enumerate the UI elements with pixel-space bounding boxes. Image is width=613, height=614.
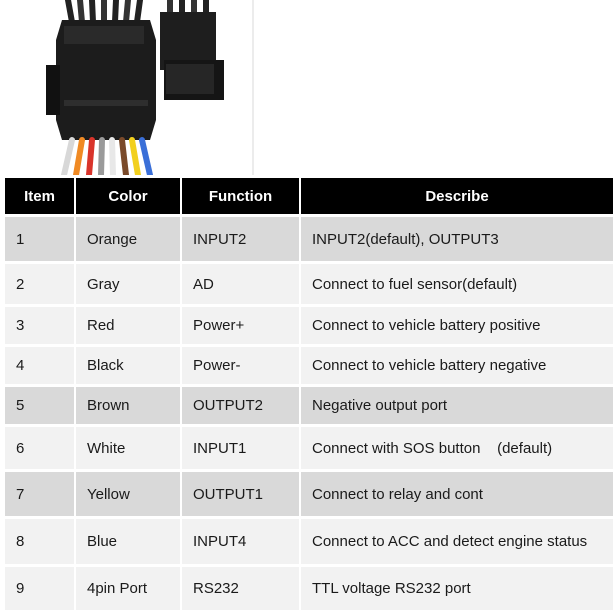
cell-function: AD	[181, 263, 300, 306]
cell-describe: Connect to fuel sensor(default)	[300, 263, 613, 306]
cell-color: Yellow	[75, 471, 181, 518]
wiring-harness-connector-icon	[0, 0, 613, 175]
cell-describe: INPUT2(default), OUTPUT3	[300, 216, 613, 263]
cell-function: RS232	[181, 566, 300, 610]
cell-item: 4	[5, 346, 75, 386]
table-row	[5, 566, 613, 610]
table-row	[5, 426, 613, 471]
cell-color: Blue	[75, 518, 181, 566]
cell-color: Orange	[75, 216, 181, 263]
table-row	[5, 386, 613, 426]
connector-photo	[0, 0, 613, 175]
header-item: Item	[5, 178, 75, 216]
table-row	[5, 346, 613, 386]
header-function: Function	[181, 178, 300, 216]
table-row	[5, 471, 613, 518]
wiring-table	[5, 178, 613, 610]
table-row	[5, 518, 613, 566]
cell-item: 9	[5, 566, 75, 610]
cell-color: Black	[75, 346, 181, 386]
header-describe: Describe	[300, 178, 613, 216]
cell-function: INPUT1	[181, 426, 300, 471]
cell-color: White	[75, 426, 181, 471]
cell-describe: TTL voltage RS232 port	[300, 566, 613, 610]
cell-color: 4pin Port	[75, 566, 181, 610]
cell-item: 6	[5, 426, 75, 471]
table-row	[5, 263, 613, 306]
cell-function: Power+	[181, 306, 300, 346]
cell-describe: Connect to vehicle battery negative	[300, 346, 613, 386]
cell-item: 3	[5, 306, 75, 346]
table-row	[5, 306, 613, 346]
cell-function: OUTPUT2	[181, 386, 300, 426]
cell-color: Gray	[75, 263, 181, 306]
cell-item: 5	[5, 386, 75, 426]
cell-describe: Connect with SOS button (default)	[300, 426, 613, 471]
header-color: Color	[75, 178, 181, 216]
cell-function: OUTPUT1	[181, 471, 300, 518]
cell-item: 1	[5, 216, 75, 263]
cell-item: 2	[5, 263, 75, 306]
cell-describe: Negative output port	[300, 386, 613, 426]
cell-color: Brown	[75, 386, 181, 426]
cell-describe: Connect to relay and cont	[300, 471, 613, 518]
table-header-row	[5, 178, 613, 216]
cell-describe: Connect to vehicle battery positive	[300, 306, 613, 346]
cell-item: 8	[5, 518, 75, 566]
cell-function: INPUT2	[181, 216, 300, 263]
cell-item: 7	[5, 471, 75, 518]
cell-function: Power-	[181, 346, 300, 386]
table-row	[5, 216, 613, 263]
cell-function: INPUT4	[181, 518, 300, 566]
cell-describe: Connect to ACC and detect engine status	[300, 518, 613, 566]
cell-color: Red	[75, 306, 181, 346]
